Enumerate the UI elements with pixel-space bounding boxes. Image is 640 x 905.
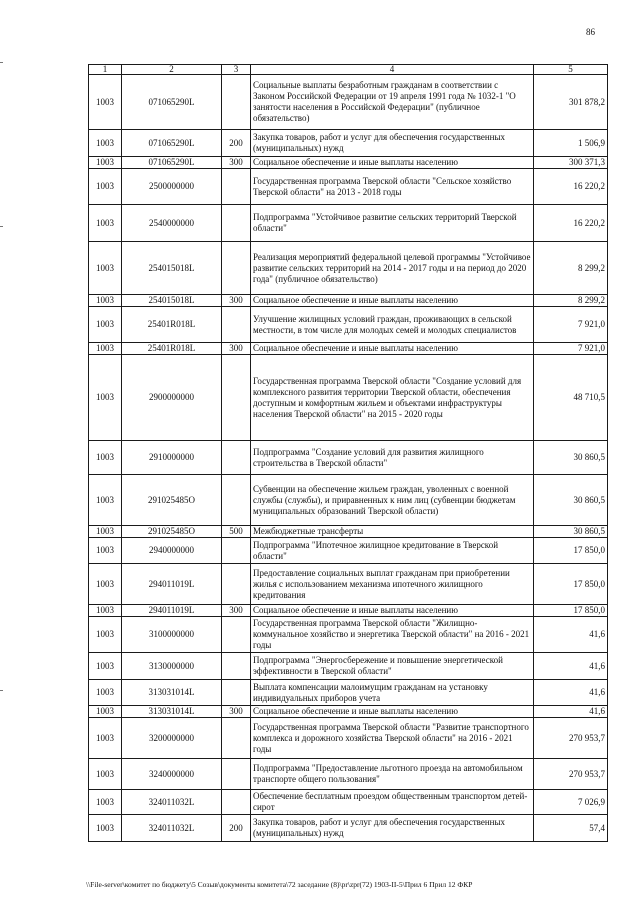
item-name: Предоставление социальных выплат гражданам при приобретении жилья с использованием механизма ипотечного жилищного кредитования — [251, 564, 534, 605]
table-row — [89, 441, 608, 475]
expense-type: 500 — [222, 526, 251, 538]
table-row — [89, 790, 608, 815]
expense-type — [222, 790, 251, 815]
section-code: 1003 — [89, 307, 122, 343]
item-name: Межбюджетные трансферты — [251, 526, 534, 538]
amount: 57,4 — [534, 815, 608, 842]
column-header: 3 — [222, 65, 251, 75]
expense-type: 300 — [222, 605, 251, 617]
section-code: 1003 — [89, 706, 122, 718]
column-header: 1 — [89, 65, 122, 75]
item-name: Социальное обеспечение и иные выплаты населению — [251, 605, 534, 617]
budget-table — [88, 64, 608, 842]
section-code: 1003 — [89, 718, 122, 759]
table-row — [89, 759, 608, 790]
table-row — [89, 718, 608, 759]
table-row — [89, 130, 608, 157]
section-code: 1003 — [89, 441, 122, 475]
amount: 8 299,2 — [534, 295, 608, 307]
file-path-footer: \\File-server\комитет по бюджету\5 Созыв\документы комитета\72 заседание (8)\pr\zpr(72) 1903-II-5\Прил 6 Прил 12 ФКР — [86, 880, 473, 889]
expense-type — [222, 718, 251, 759]
amount: 301 878,2 — [534, 75, 608, 130]
expense-type — [222, 653, 251, 680]
page-number: 86 — [586, 27, 595, 37]
item-name: Выплата компенсации малоимущим гражданам на установку индивидуальных приборов учета — [251, 680, 534, 706]
expense-type — [222, 242, 251, 295]
amount: 41,6 — [534, 653, 608, 680]
section-code: 1003 — [89, 130, 122, 157]
section-code: 1003 — [89, 242, 122, 295]
amount: 7 026,9 — [534, 790, 608, 815]
target-code: 291025485O — [122, 526, 222, 538]
expense-type: 300 — [222, 295, 251, 307]
section-code: 1003 — [89, 343, 122, 355]
table-row — [89, 307, 608, 343]
expense-type: 300 — [222, 343, 251, 355]
expense-type — [222, 475, 251, 526]
section-code: 1003 — [89, 605, 122, 617]
table-row — [89, 169, 608, 205]
target-code: 071065290L — [122, 75, 222, 130]
expense-type: 200 — [222, 815, 251, 842]
item-name: Подпрограмма "Предоставление льготного проезда на автомобильном транспорте общего пользования" — [251, 759, 534, 790]
amount: 270 953,7 — [534, 759, 608, 790]
expense-type — [222, 205, 251, 242]
table-row — [89, 205, 608, 242]
target-code: 3100000000 — [122, 617, 222, 653]
expense-type — [222, 564, 251, 605]
item-name: Социальное обеспечение и иные выплаты населению — [251, 295, 534, 307]
expense-type: 300 — [222, 157, 251, 169]
target-code: 3130000000 — [122, 653, 222, 680]
amount: 16 220,2 — [534, 205, 608, 242]
expense-type — [222, 538, 251, 564]
target-code: 291025485O — [122, 475, 222, 526]
table-row — [89, 526, 608, 538]
item-name: Подпрограмма "Устойчивое развитие сельских территорий Тверской области" — [251, 205, 534, 242]
table-row — [89, 75, 608, 130]
table-row — [89, 242, 608, 295]
amount: 30 860,5 — [534, 441, 608, 475]
target-code: 294011019L — [122, 605, 222, 617]
item-name: Реализация мероприятий федеральной целевой программы "Устойчивое развитие сельских территорий на 2014 - 2017 годы и на период до 2020 года" (публичное обязательство) — [251, 242, 534, 295]
expense-type — [222, 441, 251, 475]
section-code: 1003 — [89, 653, 122, 680]
item-name: Обеспечение бесплатным проездом общественным транспортом детей-сирот — [251, 790, 534, 815]
target-code: 313031014L — [122, 680, 222, 706]
item-name: Социальное обеспечение и иные выплаты населению — [251, 343, 534, 355]
edge-mark — [0, 226, 3, 227]
edge-mark — [0, 62, 3, 63]
amount: 17 850,0 — [534, 564, 608, 605]
target-code: 3240000000 — [122, 759, 222, 790]
item-name: Закупка товаров, работ и услуг для обеспечения государственных (муниципальных) нужд — [251, 815, 534, 842]
target-code: 2500000000 — [122, 169, 222, 205]
target-code: 324011032L — [122, 790, 222, 815]
item-name: Государственная программа Тверской области "Создание условий для комплексного развития территории Тверской области, обеспечения доступным и комфортным жильем и объектами инфраструктуры населения Тверской области" на 2015 - 2020 годы — [251, 355, 534, 441]
expense-type — [222, 759, 251, 790]
target-code: 2910000000 — [122, 441, 222, 475]
section-code: 1003 — [89, 75, 122, 130]
amount: 1 506,9 — [534, 130, 608, 157]
target-code: 254015018L — [122, 242, 222, 295]
column-header: 2 — [122, 65, 222, 75]
expense-type — [222, 169, 251, 205]
expense-type — [222, 617, 251, 653]
section-code: 1003 — [89, 355, 122, 441]
target-code: 254015018L — [122, 295, 222, 307]
target-code: 25401R018L — [122, 343, 222, 355]
target-code: 324011032L — [122, 815, 222, 842]
table-row — [89, 343, 608, 355]
table-row — [89, 617, 608, 653]
table-row — [89, 475, 608, 526]
edge-mark — [0, 690, 3, 691]
item-name: Государственная программа Тверской области "Жилищно-коммунальное хозяйство и энергетика Тверской области" на 2016 - 2021 годы — [251, 617, 534, 653]
target-code: 2900000000 — [122, 355, 222, 441]
table-row — [89, 605, 608, 617]
section-code: 1003 — [89, 790, 122, 815]
amount: 48 710,5 — [534, 355, 608, 441]
expense-type — [222, 355, 251, 441]
section-code: 1003 — [89, 815, 122, 842]
item-name: Государственная программа Тверской области "Сельское хозяйство Тверской области" на 2013 - 2018 годы — [251, 169, 534, 205]
amount: 270 953,7 — [534, 718, 608, 759]
amount: 30 860,5 — [534, 526, 608, 538]
item-name: Социальное обеспечение и иные выплаты населению — [251, 157, 534, 169]
section-code: 1003 — [89, 538, 122, 564]
item-name: Подпрограмма "Создание условий для развития жилищного строительства в Тверской области" — [251, 441, 534, 475]
section-code: 1003 — [89, 759, 122, 790]
target-code: 294011019L — [122, 564, 222, 605]
expense-type — [222, 75, 251, 130]
amount: 30 860,5 — [534, 475, 608, 526]
expense-type — [222, 307, 251, 343]
item-name: Подпрограмма "Ипотечное жилищное кредитование в Тверской области" — [251, 538, 534, 564]
section-code: 1003 — [89, 169, 122, 205]
amount: 17 850,0 — [534, 605, 608, 617]
target-code: 071065290L — [122, 130, 222, 157]
table-row — [89, 815, 608, 842]
amount: 8 299,2 — [534, 242, 608, 295]
item-name: Государственная программа Тверской области "Развитие транспортного комплекса и дорожного хозяйства Тверской области" на 2016 - 2021 годы — [251, 718, 534, 759]
column-header: 5 — [534, 65, 608, 75]
section-code: 1003 — [89, 680, 122, 706]
table-row — [89, 706, 608, 718]
table-row — [89, 295, 608, 307]
table-row — [89, 564, 608, 605]
item-name: Социальные выплаты безработным гражданам в соответствии с Законом Российской Федерации от 19 апреля 1991 года № 1032-1 "О занятости населения в Российской Федерации" (публичное обязательство) — [251, 75, 534, 130]
table-row — [89, 653, 608, 680]
section-code: 1003 — [89, 205, 122, 242]
target-code: 3200000000 — [122, 718, 222, 759]
amount: 41,6 — [534, 617, 608, 653]
section-code: 1003 — [89, 475, 122, 526]
section-code: 1003 — [89, 157, 122, 169]
table-row — [89, 680, 608, 706]
target-code: 071065290L — [122, 157, 222, 169]
amount: 41,6 — [534, 706, 608, 718]
table-row — [89, 538, 608, 564]
amount: 17 850,0 — [534, 538, 608, 564]
amount: 300 371,3 — [534, 157, 608, 169]
section-code: 1003 — [89, 564, 122, 605]
amount: 7 921,0 — [534, 307, 608, 343]
table-row — [89, 157, 608, 169]
target-code: 2940000000 — [122, 538, 222, 564]
section-code: 1003 — [89, 526, 122, 538]
target-code: 25401R018L — [122, 307, 222, 343]
section-code: 1003 — [89, 295, 122, 307]
table-row — [89, 355, 608, 441]
target-code: 313031014L — [122, 706, 222, 718]
item-name: Подпрограмма "Энергосбережение и повышение энергетической эффективности в Тверской области" — [251, 653, 534, 680]
target-code: 2540000000 — [122, 205, 222, 242]
amount: 41,6 — [534, 680, 608, 706]
amount: 7 921,0 — [534, 343, 608, 355]
item-name: Закупка товаров, работ и услуг для обеспечения государственных (муниципальных) нужд — [251, 130, 534, 157]
table-header-row — [89, 65, 608, 75]
item-name: Улучшение жилищных условий граждан, проживающих в сельской местности, в том числе для молодых семей и молодых специалистов — [251, 307, 534, 343]
expense-type: 300 — [222, 706, 251, 718]
expense-type — [222, 680, 251, 706]
amount: 16 220,2 — [534, 169, 608, 205]
expense-type: 200 — [222, 130, 251, 157]
section-code: 1003 — [89, 617, 122, 653]
item-name: Социальное обеспечение и иные выплаты населению — [251, 706, 534, 718]
item-name: Субвенции на обеспечение жильем граждан, уволенных с военной службы (службы), и приравненных к ним лиц (субвенции бюджетам муниципальных образований Тверской области) — [251, 475, 534, 526]
column-header: 4 — [251, 65, 534, 75]
